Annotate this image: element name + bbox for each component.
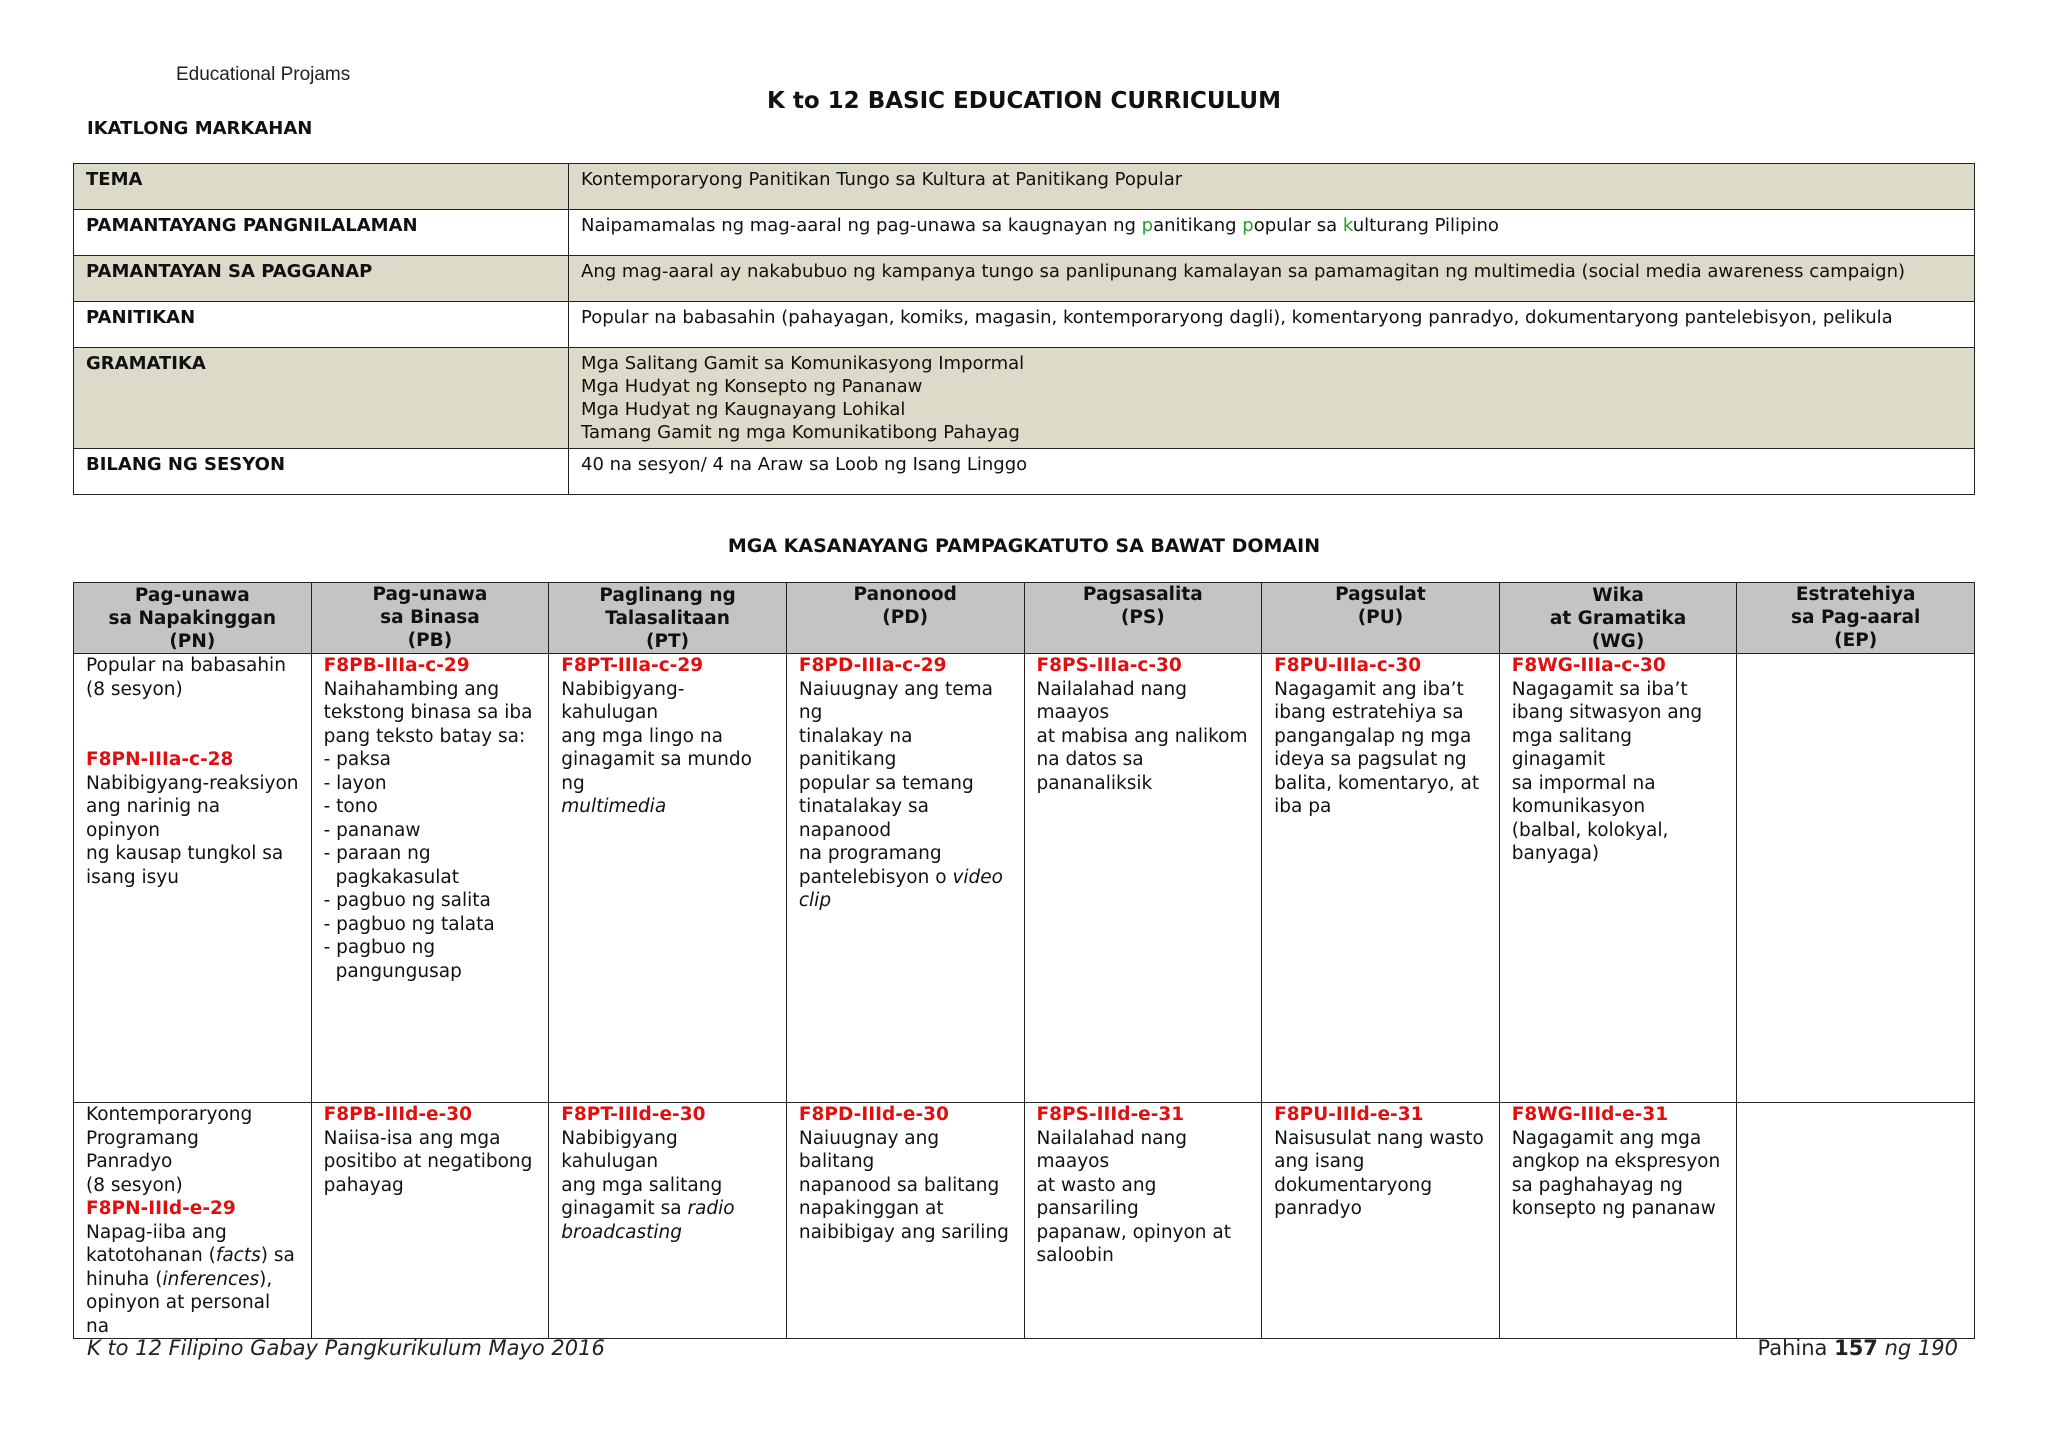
column-header-ps: Pagsasalita (PS) [1024,583,1262,654]
competency-code: F8PT-IIId-e-30 [561,1104,706,1125]
competency-code: F8PD-IIIa-c-29 [798,655,947,676]
info-key: PANITIKAN [74,302,569,348]
info-value: Kontemporaryong Panitikan Tungo sa Kultura at Panitikang Popular [569,164,1975,210]
info-row-pagganap [74,256,1975,302]
info-key: GRAMATIKA [74,348,569,449]
cell-pu: F8PU-IIIa-c-30 Nagagamit ang iba’t ibang estratehiya sa pangangalap ng mga ideya sa pagsulat ng balita, komentaryo, at iba pa [1262,654,1500,1103]
cell-pn: Popular na babasahin (8 sesyon) F8PN-IIIa-c-28 Nabibigyang-reaksiyon ang narinig na opinyon ng kausap tungkol sa isang isyu [74,654,312,1103]
page-title: K to 12 BASIC EDUCATION CURRICULUM [767,88,1281,114]
info-key: PAMANTAYAN SA PAGGANAP [74,256,569,302]
section-title: MGA KASANAYANG PAMPAGKATUTO SA BAWAT DOMAIN [727,535,1321,557]
cell-pb: F8PB-IIIa-c-29 Naihahambing ang tekstong binasa sa iba pang teksto batay sa: - paksa - layon - tono - pananaw - paraan ng pagkakasulat - pagbuo ng salita - pagbuo ng talata - pagbuo ng pangungusap [311,654,549,1103]
cell-pb: F8PB-IIId-e-30 Naiisa-isa ang mga positibo at negatibong pahayag [311,1103,549,1339]
info-row-pangnilalaman [74,210,1975,256]
info-row-panitikan [74,302,1975,348]
info-value: Mga Salitang Gamit sa Komunikasyong Impormal Mga Hudyat ng Konsepto ng Pananaw Mga Hudyat ng Kaugnayang Lohikal Tamang Gamit ng mga Komunikatibong Pahayag [569,348,1975,449]
cell-wg: F8WG-IIId-e-31 Nagagamit ang mga angkop na ekspresyon sa paghahayag ng konsepto ng pananaw [1499,1103,1737,1339]
competency-code: F8PS-IIIa-c-30 [1036,655,1182,676]
competency-code: F8WG-IIId-e-31 [1511,1104,1669,1125]
curriculum-info-table [73,163,1975,495]
competency-code: F8PU-IIIa-c-30 [1274,655,1422,676]
info-value: 40 na sesyon/ 4 na Araw sa Loob ng Isang Linggo [569,449,1975,495]
column-header-pb: Pag-unawa sa Binasa (PB) [311,583,549,654]
cell-ep [1737,654,1975,1103]
competency-code: F8PN-IIIa-c-28 [86,749,234,770]
competency-code: F8WG-IIIa-c-30 [1511,655,1666,676]
competency-code: F8PB-IIIa-c-29 [323,655,470,676]
info-value: Popular na babasahin (pahayagan, komiks, magasin, kontemporaryong dagli), komentaryong panradyo, dokumentaryong pantelebisyon, pelikula [569,302,1975,348]
info-row-tema [74,164,1975,210]
footer-document-title: K to 12 Filipino Gabay Pangkurikulum Mayo 2016 [87,1336,605,1360]
competency-code: F8PU-IIId-e-31 [1274,1104,1424,1125]
info-value: Ang mag-aaral ay nakabubuo ng kampanya tungo sa panlipunang kamalayan sa pamamagitan ng multimedia (social media awareness campaign) [569,256,1975,302]
competency-code: F8PB-IIId-e-30 [323,1104,473,1125]
table-row [74,1103,1975,1339]
info-row-gramatika [74,348,1975,449]
cell-ep [1737,1103,1975,1339]
info-key: TEMA [74,164,569,210]
watermark-text: Educational Projams [176,64,351,85]
competencies-table [73,582,1975,1339]
info-value: Naipamamalas ng mag-aaral ng pag-unawa sa kaugnayan ng panitikang popular sa kulturang Pilipino [569,210,1975,256]
cell-pd: F8PD-IIIa-c-29 Naiuugnay ang tema ng tinalakay na panitikang popular sa temang tinatalakay sa napanood na programang pantelebisyon o video clip [786,654,1024,1103]
cell-ps: F8PS-IIIa-c-30 Nailalahad nang maayos at mabisa ang nalikom na datos sa pananaliksik [1024,654,1262,1103]
column-header-pt: Paglinang ng Talasalitaan (PT) [549,583,787,654]
info-key: BILANG NG SESYON [74,449,569,495]
competency-code: F8PN-IIId-e-29 [86,1198,236,1219]
quarter-label: IKATLONG MARKAHAN [87,118,313,139]
column-header-wg: Wika at Gramatika (WG) [1499,583,1737,654]
table-header-row [74,583,1975,654]
page-number: Pahina 157 ng 190 [1757,1336,1958,1360]
cell-wg: F8WG-IIIa-c-30 Nagagamit sa iba’t ibang sitwasyon ang mga salitang ginagamit sa impormal na komunikasyon (balbal, kolokyal, banyaga) [1499,654,1737,1103]
competency-code: F8PS-IIId-e-31 [1036,1104,1185,1125]
cell-pu: F8PU-IIId-e-31 Naisusulat nang wasto ang isang dokumentaryong panradyo [1262,1103,1500,1339]
info-row-sesyon [74,449,1975,495]
cell-pn: Kontemporaryong Programang Panradyo (8 sesyon) F8PN-IIId-e-29 Napag-iiba ang katotohanan (facts) sa hinuha (inferences), opinyon at personal na [74,1103,312,1339]
table-row [74,654,1975,1103]
column-header-ep: Estratehiya sa Pag-aaral (EP) [1737,583,1975,654]
cell-pt: F8PT-IIId-e-30 Nabibigyang kahulugan ang mga salitang ginagamit sa radio broadcasting [549,1103,787,1339]
cell-ps: F8PS-IIId-e-31 Nailalahad nang maayos at wasto ang pansariling papanaw, opinyon at saloobin [1024,1103,1262,1339]
column-header-pn: Pag-unawa sa Napakinggan (PN) [74,583,312,654]
cell-pt: F8PT-IIIa-c-29 Nabibigyang-kahulugan ang mga lingo na ginagamit sa mundo ng multimedia [549,654,787,1103]
cell-pd: F8PD-IIId-e-30 Naiuugnay ang balitang napanood sa balitang napakinggan at naibibigay ang sariling [786,1103,1024,1339]
info-key: PAMANTAYANG PANGNILALAMAN [74,210,569,256]
competency-code: F8PD-IIId-e-30 [798,1104,949,1125]
competency-code: F8PT-IIIa-c-29 [561,655,704,676]
column-header-pu: Pagsulat (PU) [1262,583,1500,654]
column-header-pd: Panonood (PD) [786,583,1024,654]
